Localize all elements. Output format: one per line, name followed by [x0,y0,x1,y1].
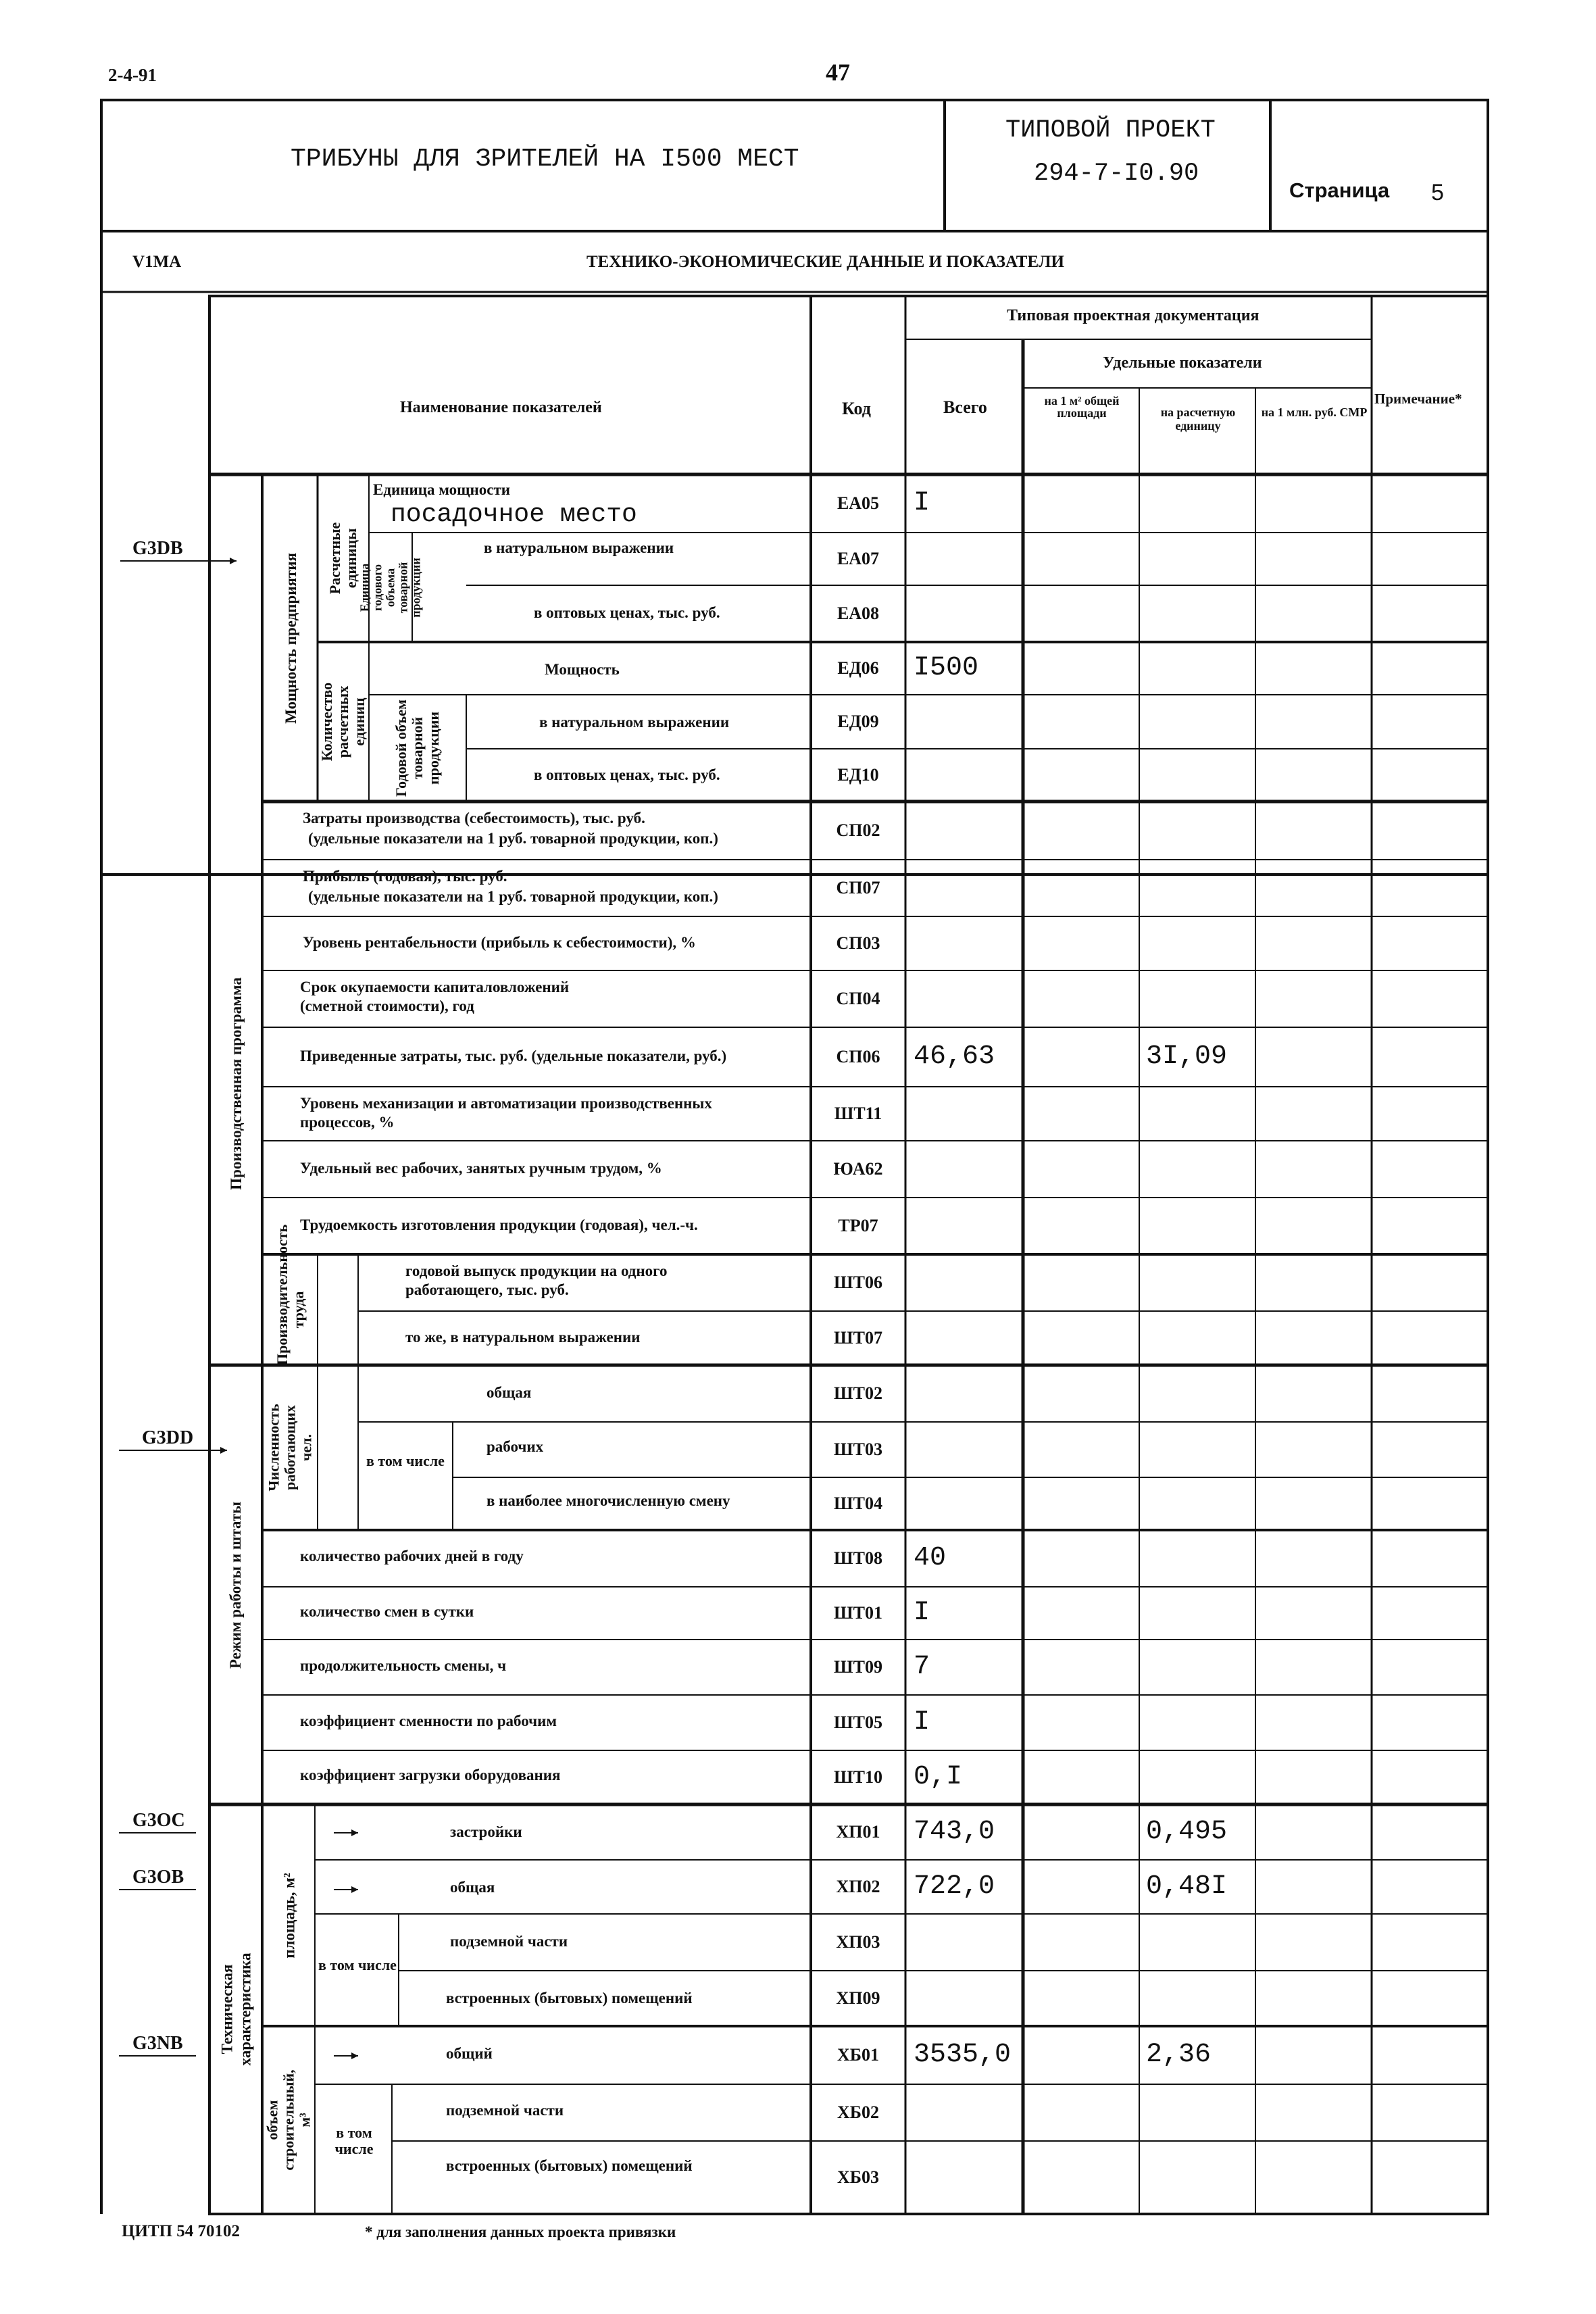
row-name: в наиболее многочисленную смену [487,1492,730,1509]
row-code: ХБ01 [837,2045,879,2065]
row-value-total: I [914,488,930,518]
row-name: встроенных (бытовых) помещений [446,2157,693,2174]
row-code: ШТ06 [834,1273,882,1292]
row-name: то же, в натуральном выражении [405,1329,641,1346]
group-build-volume: объем строительный, м³ [264,2069,314,2171]
row-name-2: работающего, тыс. руб. [405,1281,569,1298]
group-calc-units: Расчетные единицы [326,522,360,595]
page-value: 5 [1431,180,1444,205]
group-enterprise-capacity: Мощность предприятия [282,552,299,724]
group-production-program: Производственная программа [227,977,245,1190]
project-type: ТИПОВОЙ ПРОЕКТ [1005,116,1216,145]
row-code: ШТ03 [834,1439,882,1459]
row-code: ЕА07 [837,549,880,568]
row-name: Трудоемкость изготовления продукции (годовая), чел.-ч. [300,1216,698,1233]
footer-stamp: ЦИТП 54 70102 [122,2222,241,2240]
row-value-total: 46,63 [914,1041,995,1072]
col-note: Примечание* [1374,391,1462,407]
row-code: ШТ08 [834,1548,882,1568]
incl-label-2: в том числе [318,1956,397,1973]
group-annual-output-volume: Годовой объем товарной продукции [393,699,442,797]
group-labor-productivity: Производительность труда [274,1224,307,1365]
row-value-total: 3535,0 [914,2040,1012,2070]
doc-code: 2-4-91 [108,65,157,85]
row-name-2: процессов, % [300,1114,395,1131]
row-code: ХБ03 [837,2167,879,2187]
row-handwritten-value: посадочное место [391,500,637,529]
row-code: ЮА62 [833,1159,883,1179]
row-name: в оптовых ценах, тыс. руб. [534,766,720,783]
row-name: Срок окупаемости капиталовложений [300,979,570,995]
page-number: 47 [826,59,850,86]
row-name: продолжительность смены, ч [300,1657,507,1674]
row-name-2: (сметной стоимости), год [300,998,474,1014]
row-value-total: 40 [914,1543,947,1573]
row-code: ЕА05 [837,493,880,513]
row-name: коэффициент загрузки оборудования [300,1767,561,1783]
row-value-total: I [914,1598,930,1628]
row-value-per-unit: 3I,09 [1146,1041,1228,1072]
group-annual-output-unit: Единица годового объема товарной продукции [357,557,423,618]
row-code: ШТ05 [834,1713,882,1732]
side-code-g3ob: G3OB [132,1867,184,1888]
col-total: Всего [943,397,987,417]
row-name: общая [450,1879,495,1896]
row-code: ШТ01 [834,1603,882,1623]
col-per-mln: на 1 млн. руб. СМР [1261,405,1368,419]
row-value-per-unit: 0,495 [1146,1817,1228,1847]
group-calc-units-qty: Количество расчетных единиц [318,682,368,762]
row-name: в оптовых ценах, тыс. руб. [534,604,720,621]
row-name: Уровень механизации и автоматизации производственных [300,1095,712,1112]
col-per-unit: на расчетную единицу [1160,405,1236,433]
row-value-per-unit: 2,36 [1146,2040,1212,2070]
section-code: V1MA [132,253,182,271]
row-code: ШТ10 [834,1767,882,1787]
side-code-g3nb: G3NB [132,2033,183,2054]
col-per-area: на 1 м² общей площади [1044,394,1120,420]
col-typical-docs: Типовая проектная документация [1007,307,1260,324]
row-value-total: I500 [914,653,979,683]
row-name: Мощность [545,661,620,678]
row-value-total: I [914,1707,930,1738]
row-code: ТР07 [838,1216,878,1235]
row-code: СП07 [836,878,880,897]
row-code: СП02 [836,820,880,840]
row-name: годовой выпуск продукции на одного [405,1262,668,1279]
row-code: ХБ02 [837,2102,879,2122]
project-number: 294-7-I0.90 [1034,159,1199,188]
row-value-total: 743,0 [914,1817,995,1847]
row-name: в натуральном выражении [484,539,674,556]
side-code-g3db: G3DB [132,538,183,559]
row-value-per-unit: 0,48I [1146,1871,1228,1902]
row-name: в натуральном выражении [539,714,730,731]
row-name: Прибыль (годовая), тыс. руб. [303,868,507,885]
group-workers-count: Численность работающих чел. [266,1404,315,1492]
row-name: встроенных (бытовых) помещений [446,1990,693,2007]
row-name: подземной части [450,1933,568,1950]
row-name: общий [446,2045,493,2062]
row-name: рабочих [487,1438,544,1455]
incl-label-3: в том числе [334,2124,374,2157]
row-code: ШТ04 [834,1494,882,1513]
row-name: Удельный вес рабочих, занятых ручным трудом, % [300,1160,662,1177]
col-name: Наименование показателей [400,399,602,416]
row-name: количество рабочих дней в году [300,1548,524,1565]
row-name: подземной части [446,2102,564,2119]
row-value-total: 722,0 [914,1871,995,1902]
row-code: ЕА08 [837,604,880,623]
incl-label-1: в том числе [366,1452,445,1469]
group-area: площадь, м² [280,1872,298,1959]
row-code: ШТ07 [834,1328,882,1348]
side-code-g3oc: G3OC [132,1810,185,1831]
row-code: ЕД09 [837,712,879,731]
row-code: ШТ09 [834,1657,882,1677]
row-name: застройки [450,1823,522,1840]
page-label: Страница [1289,178,1390,202]
footer-footnote: * для заполнения данных проекта привязки [365,2223,676,2240]
row-name-2: (удельные показатели на 1 руб. товарной продукции, коп.) [308,888,718,905]
group-tech-specs: Техническая характеристика [218,1952,254,2066]
row-code: ШТ02 [834,1383,882,1403]
section-title: ТЕХНИКО-ЭКОНОМИЧЕСКИЕ ДАННЫЕ И ПОКАЗАТЕЛИ [587,253,1064,271]
row-name: Затраты производства (себестоимость), тыс. руб. [303,810,645,827]
row-code: СП04 [836,989,880,1008]
row-code: СП06 [836,1047,880,1066]
row-name: количество смен в сутки [300,1603,474,1620]
row-code: ХП03 [836,1932,880,1952]
row-code: СП03 [836,933,880,953]
col-specific: Удельные показатели [1103,354,1262,372]
project-title: ТРИБУНЫ ДЛЯ ЗРИТЕЛЕЙ НА I500 МЕСТ [291,145,799,174]
row-code: ЕД10 [837,765,879,785]
row-name: Приведенные затраты, тыс. руб. (удельные показатели, руб.) [300,1048,727,1064]
row-code: ХП09 [836,1988,880,2008]
row-name-2: (удельные показатели на 1 руб. товарной продукции, коп.) [308,830,718,847]
row-value-total: 0,I [914,1762,963,1792]
row-name: Уровень рентабельности (прибыль к себестоимости), % [303,934,696,951]
row-code: ШТ11 [834,1104,882,1123]
row-code: ЕД06 [837,658,879,678]
row-code: ХП01 [836,1822,880,1842]
col-code: Код [842,399,871,418]
row-code: ХП02 [836,1877,880,1896]
row-name: общая [487,1384,532,1401]
side-code-g3dd: G3DD [142,1427,194,1448]
row-name: Единица мощности [373,481,511,498]
row-name: коэффициент сменности по рабочим [300,1713,557,1729]
row-value-total: 7 [914,1652,930,1682]
group-work-mode: Режим работы и штаты [227,1501,245,1669]
